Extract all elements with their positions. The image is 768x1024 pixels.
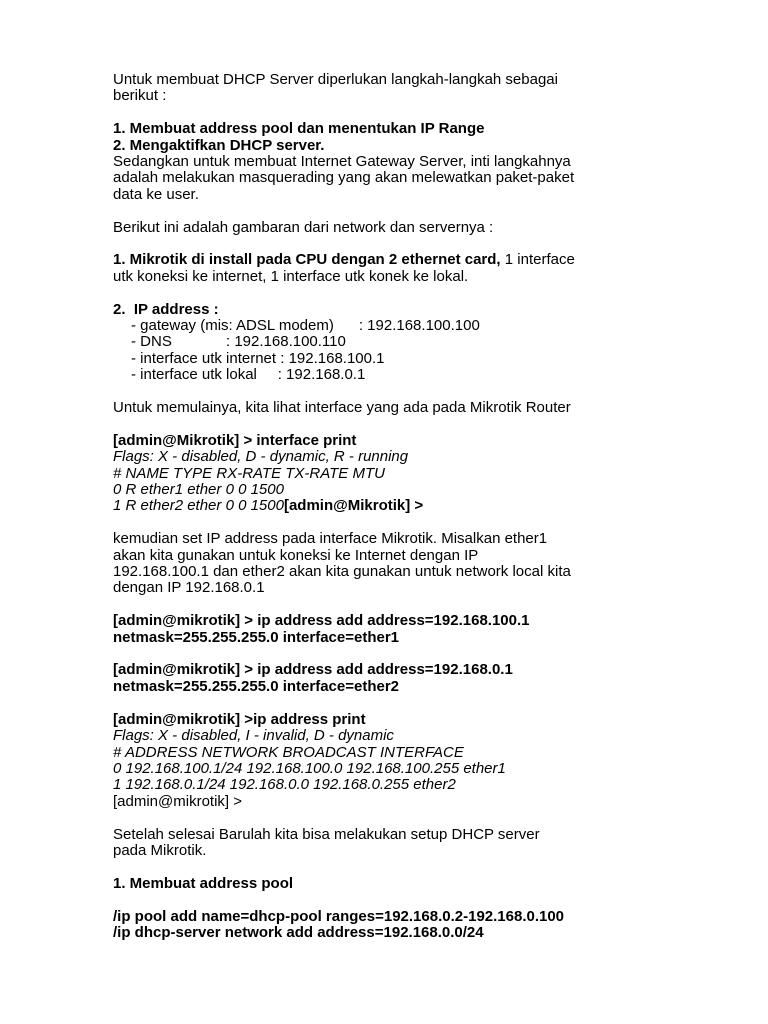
ip-list-item: - interface utk internet : 192.168.100.1: [131, 349, 385, 367]
command: /ip pool add name=dhcp-pool ranges=192.168.0.2-192.168.0.100: [113, 907, 565, 925]
paragraph: data ke user.: [113, 185, 199, 203]
paragraph: dengan IP 192.168.0.1: [113, 579, 265, 597]
intro-text: berikut :: [113, 87, 167, 105]
command-output: [113, 498, 673, 514]
command: netmask=255.255.255.0 interface=ether2: [113, 677, 400, 695]
list-item: [113, 252, 673, 268]
command-output: # NAME TYPE RX-RATE TX-RATE MTU: [113, 464, 385, 482]
list-item-text: 1 interface: [500, 251, 575, 269]
paragraph: adalah melakukan masquerading yang akan melewatkan paket-paket: [113, 169, 575, 187]
step-heading: 2. Mengaktifkan DHCP server.: [113, 136, 325, 154]
list-item-bold: 1. Mikrotik di install pada CPU dengan 2 ethernet card,: [113, 251, 501, 269]
command: [admin@mikrotik] >ip address print: [113, 710, 366, 728]
paragraph: kemudian set IP address pada interface Mikrotik. Misalkan ether1: [113, 530, 548, 548]
ip-list-item: - gateway (mis: ADSL modem) : 192.168.100.100: [131, 317, 480, 335]
command: netmask=255.255.255.0 interface=ether1: [113, 628, 400, 646]
paragraph: pada Mikrotik.: [113, 841, 207, 859]
paragraph: akan kita gunakan untuk koneksi ke Internet dengan IP: [113, 546, 479, 564]
command-output-italic: 1 R ether2 ether 0 0 1500: [113, 497, 284, 515]
ip-list-item: - DNS : 192.168.100.110: [131, 333, 346, 351]
paragraph: 192.168.100.1 dan ether2 akan kita gunakan untuk network local kita: [113, 563, 571, 581]
paragraph: Untuk memulainya, kita lihat interface yang ada pada Mikrotik Router: [113, 399, 571, 417]
command-output: # ADDRESS NETWORK BROADCAST INTERFACE: [113, 743, 464, 761]
document-body: [113, 72, 673, 941]
command-prompt: [admin@Mikrotik] >: [283, 497, 424, 515]
command: [admin@Mikrotik] > interface print: [113, 431, 357, 449]
command: [admin@mikrotik] > ip address add address=192.168.0.1: [113, 661, 513, 679]
command-output: 1 192.168.0.1/24 192.168.0.0 192.168.0.255 ether2: [113, 776, 456, 794]
paragraph: Sedangkan untuk membuat Internet Gateway Server, inti langkahnya: [113, 153, 571, 171]
list-item-heading: 2. IP address :: [113, 300, 219, 318]
command-prompt: [admin@mikrotik] >: [113, 792, 243, 810]
command: /ip dhcp-server network add address=192.168.0.0/24: [113, 923, 484, 941]
step-heading: 1. Membuat address pool dan menentukan IP Range: [113, 120, 485, 138]
intro-text: Untuk membuat DHCP Server diperlukan langkah-langkah sebagai: [113, 71, 558, 88]
command-output: 0 192.168.100.1/24 192.168.100.0 192.168.100.255 ether1: [113, 759, 506, 777]
paragraph: Setelah selesai Barulah kita bisa melakukan setup DHCP server: [113, 825, 540, 843]
section-heading: 1. Membuat address pool: [113, 874, 294, 892]
command-output: Flags: X - disabled, I - invalid, D - dynamic: [113, 727, 394, 745]
ip-list-item: - interface utk lokal : 192.168.0.1: [131, 366, 366, 384]
command: [admin@mikrotik] > ip address add address=192.168.100.1: [113, 612, 530, 630]
list-item-text: utk koneksi ke internet, 1 interface utk konek ke lokal.: [113, 267, 469, 285]
command-output: Flags: X - disabled, D - dynamic, R - running: [113, 448, 409, 466]
command-output: 0 R ether1 ether 0 0 1500: [113, 481, 284, 499]
paragraph: Berikut ini adalah gambaran dari network dan servernya :: [113, 218, 494, 236]
